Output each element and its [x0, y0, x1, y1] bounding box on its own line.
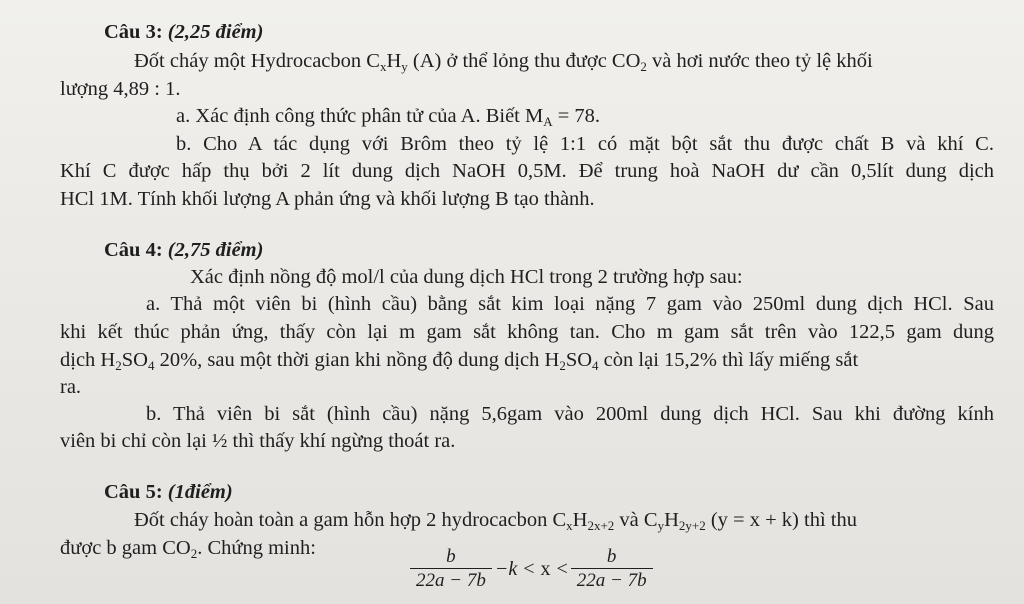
- q4-part-b-line-2: [60, 429, 455, 453]
- q4-part-b-line-1: [146, 402, 994, 426]
- q5-heading: [104, 480, 233, 504]
- text: H: [386, 50, 402, 72]
- text: Khí C được hấp thụ bởi 2 lít dung dịch NaOH 0,5M. Để trung hoà NaOH dư cần 0,5lít dung dịch: [60, 160, 994, 182]
- fraction-numerator: b: [606, 546, 617, 567]
- subscript: y: [657, 518, 665, 533]
- q4-part-a-line-4: [60, 375, 81, 399]
- q5-line-2: [60, 536, 316, 560]
- text: H: [664, 509, 679, 531]
- q5-line-1: [134, 508, 857, 532]
- q3-part-b-line-3: [60, 187, 595, 211]
- q3-part-b-line-1: [176, 132, 994, 156]
- text: ra.: [60, 376, 82, 398]
- q5-label: Câu 5:: [104, 481, 163, 503]
- text: lượng 4,89 : 1.: [60, 78, 181, 100]
- text: Đốt cháy hoàn toàn a gam hỗn hợp 2 hydrocacbon C: [134, 509, 567, 531]
- text: a. Thả một viên bi (hình cầu) bằng sắt kim loại nặng 7 gam vào 250ml dung dịch HCl. Sau: [146, 293, 994, 315]
- text: dịch H: [60, 349, 116, 371]
- q4-points: (2,75 điểm): [167, 239, 264, 261]
- q4-part-a-line-3: [60, 348, 858, 372]
- text: a. Xác định công thức phân tử của A. Biết M: [176, 105, 544, 127]
- variable-x: x: [540, 558, 551, 580]
- text: . Chứng minh:: [197, 537, 316, 559]
- fraction-numerator: b: [446, 546, 456, 567]
- text: còn lại 15,2% thì lấy miếng sắt: [598, 349, 859, 371]
- less-than: <: [523, 558, 535, 580]
- text: SO: [565, 349, 593, 371]
- q3-label: Câu 3:: [104, 21, 163, 43]
- text: Xác định nồng độ mol/l của dung dịch HCl trong 2 trường hợp sau:: [190, 266, 743, 288]
- subscript: 2: [640, 59, 647, 74]
- text: HCl 1M. Tính khối lượng A phản ứng và khối lượng B tạo thành.: [60, 188, 595, 210]
- subscript: 2: [190, 546, 198, 561]
- subscript: 2: [115, 358, 122, 373]
- fraction-right: [571, 546, 653, 593]
- subscript: 4: [592, 358, 599, 373]
- text: được b gam CO: [60, 537, 191, 559]
- subscript: 2y+2: [678, 518, 706, 533]
- text: 20%, sau một thời gian khi nồng độ dung dịch H: [154, 349, 560, 371]
- subscript: A: [543, 114, 553, 129]
- q3-line-2: [60, 77, 180, 101]
- text: Đốt cháy một Hydrocacbon C: [134, 50, 380, 72]
- minus-k: −k: [494, 558, 518, 580]
- q5-points: (1điểm): [167, 481, 233, 503]
- fraction-denominator: 22a − 7b: [571, 568, 653, 593]
- subscript: 2x+2: [587, 518, 615, 533]
- fraction-denominator: 22a − 7b: [410, 568, 492, 593]
- q4-part-a-line-1: [146, 292, 994, 316]
- q3-line-1: [134, 49, 873, 73]
- q4-intro: [190, 265, 743, 289]
- subscript: y: [401, 59, 408, 74]
- text: (A) ở thể lỏng thu được CO: [407, 50, 641, 72]
- text: b. Thả viên bi sắt (hình cầu) nặng 5,6gam vào 200ml dung dịch HCl. Sau khi đường kính: [146, 403, 994, 425]
- subscript: x: [379, 59, 387, 74]
- text: và C: [614, 509, 658, 531]
- less-than: <: [556, 558, 568, 580]
- q4-label: Câu 4:: [104, 239, 163, 261]
- q4-heading: [104, 238, 263, 262]
- text: SO: [121, 349, 148, 371]
- subscript: 2: [559, 358, 566, 373]
- text: = 78.: [552, 105, 601, 127]
- fraction-left: [410, 546, 492, 593]
- q3-part-a: [176, 104, 600, 128]
- q4-part-a-line-2: [60, 320, 994, 344]
- subscript: 4: [147, 358, 155, 373]
- inequality-formula: [410, 546, 653, 593]
- text: H: [572, 509, 588, 531]
- text: b. Cho A tác dụng với Brôm theo tỷ lệ 1:1 có mặt bột sắt thu được chất B và khí C.: [176, 133, 994, 155]
- subscript: x: [566, 518, 573, 533]
- q3-points: (2,25 điểm): [167, 21, 264, 43]
- q3-heading: [104, 20, 263, 44]
- text: (y = x + k) thì thu: [705, 509, 857, 531]
- text: viên bi chỉ còn lại ½ thì thấy khí ngừng thoát ra.: [60, 430, 456, 452]
- q3-part-b-line-2: [60, 159, 994, 183]
- text: khi kết thúc phản ứng, thấy còn lại m gam sắt không tan. Cho m gam sắt trên vào 122,5 gam dung: [60, 321, 994, 343]
- text: và hơi nước theo tỷ lệ khối: [646, 50, 873, 72]
